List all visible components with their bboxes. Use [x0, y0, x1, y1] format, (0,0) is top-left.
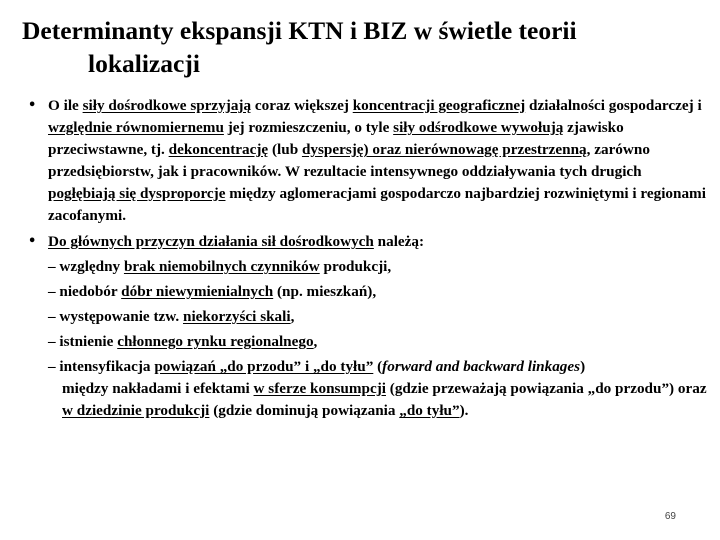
text-segment: ,: [290, 308, 295, 325]
text-segment: (np. mieszkań),: [273, 283, 377, 300]
text-segment: ).: [459, 402, 469, 419]
page-number: 69: [664, 511, 676, 522]
text-segment: istnienie: [59, 333, 118, 350]
text-segment: (gdzie dominują powiązania: [209, 402, 400, 419]
underlined-phrase: koncentracji geograficznej: [352, 97, 526, 114]
underlined-phrase: siły dośrodkowe sprzyjają: [82, 97, 252, 114]
underlined-phrase: siły odśrodkowe wywołują: [393, 119, 564, 136]
text-segment: intensyfikacja: [59, 358, 155, 375]
text-segment: między nakładami i efektami: [62, 380, 254, 397]
bullet-item-forces: [28, 95, 708, 227]
underlined-phrase: Do głównych przyczyn działania sił dośrodkowych: [48, 233, 374, 250]
text-segment: , zarówno przedsiębiorstw, jak i pracowników. W rezultacie intensywnego oddziaływania tych drugich: [48, 141, 650, 180]
text-segment: ,: [313, 333, 318, 350]
text-segment: jej rozmieszczeniu, o tyle: [223, 119, 394, 136]
text-segment: (lub: [268, 141, 302, 158]
text-segment: występowanie tzw.: [59, 308, 183, 325]
text-segment: (: [373, 358, 383, 375]
cause-item-3: [28, 306, 708, 328]
underlined-phrase: dyspersję) oraz nierównowagę przestrzenną: [301, 141, 587, 158]
text-segment: O ile: [48, 97, 83, 114]
underlined-phrase: pogłębiają się dysproporcje: [48, 185, 226, 202]
cause-item-2: [28, 281, 708, 303]
cause-item-5-continuation: [28, 378, 708, 422]
underlined-phrase: względnie równomiernemu: [48, 119, 224, 136]
slide-title: [22, 14, 712, 80]
text-segment: niedobór: [59, 283, 122, 300]
text-segment: ): [580, 358, 586, 375]
text-segment: między aglomeracjami gospodarczo najbardziej rozwiniętymi i regionami zacofanymi.: [48, 185, 706, 224]
underlined-phrase: dóbr niewymienialnych: [121, 283, 274, 300]
cause-item-5: [28, 356, 708, 378]
title-line-2: lokalizacji: [88, 49, 200, 78]
text-segment: należą:: [373, 233, 425, 250]
bullet-icon: •: [28, 234, 37, 249]
bullet-icon: •: [28, 98, 37, 113]
underlined-phrase: w dziedzinie produkcji: [62, 402, 210, 419]
title-line-1: Determinanty ekspansji KTN i BIZ w świetle teorii: [22, 16, 577, 45]
text-segment: względny: [59, 258, 124, 275]
dash-marker: –: [48, 333, 60, 350]
text-segment: zjawisko przeciwstawne, tj.: [48, 119, 624, 158]
text-segment: (gdzie przeważają powiązania „do przodu”) oraz: [385, 380, 707, 397]
underlined-phrase: powiązań „do przodu” i „do tyłu”: [154, 358, 374, 375]
bullet-item-causes: [28, 231, 708, 253]
italic-phrase: forward and backward linkages: [382, 358, 581, 375]
dash-marker: –: [48, 258, 60, 275]
underlined-phrase: „do tyłu”: [399, 402, 460, 419]
underlined-phrase: brak niemobilnych czynników: [123, 258, 320, 275]
dash-marker: –: [48, 308, 60, 325]
underlined-phrase: chłonnego rynku regionalnego: [117, 333, 314, 350]
underlined-phrase: niekorzyści skali: [183, 308, 291, 325]
text-segment: działalności gospodarczej i: [525, 97, 702, 114]
cause-item-1: [28, 256, 708, 278]
dash-marker: –: [48, 358, 60, 375]
slide-body: [28, 95, 708, 422]
text-segment: coraz większej: [251, 97, 353, 114]
text-segment: produkcji,: [319, 258, 392, 275]
cause-item-4: [28, 331, 708, 353]
underlined-phrase: dekoncentrację: [168, 141, 269, 158]
dash-marker: –: [48, 283, 60, 300]
underlined-phrase: w sferze konsumpcji: [253, 380, 386, 397]
